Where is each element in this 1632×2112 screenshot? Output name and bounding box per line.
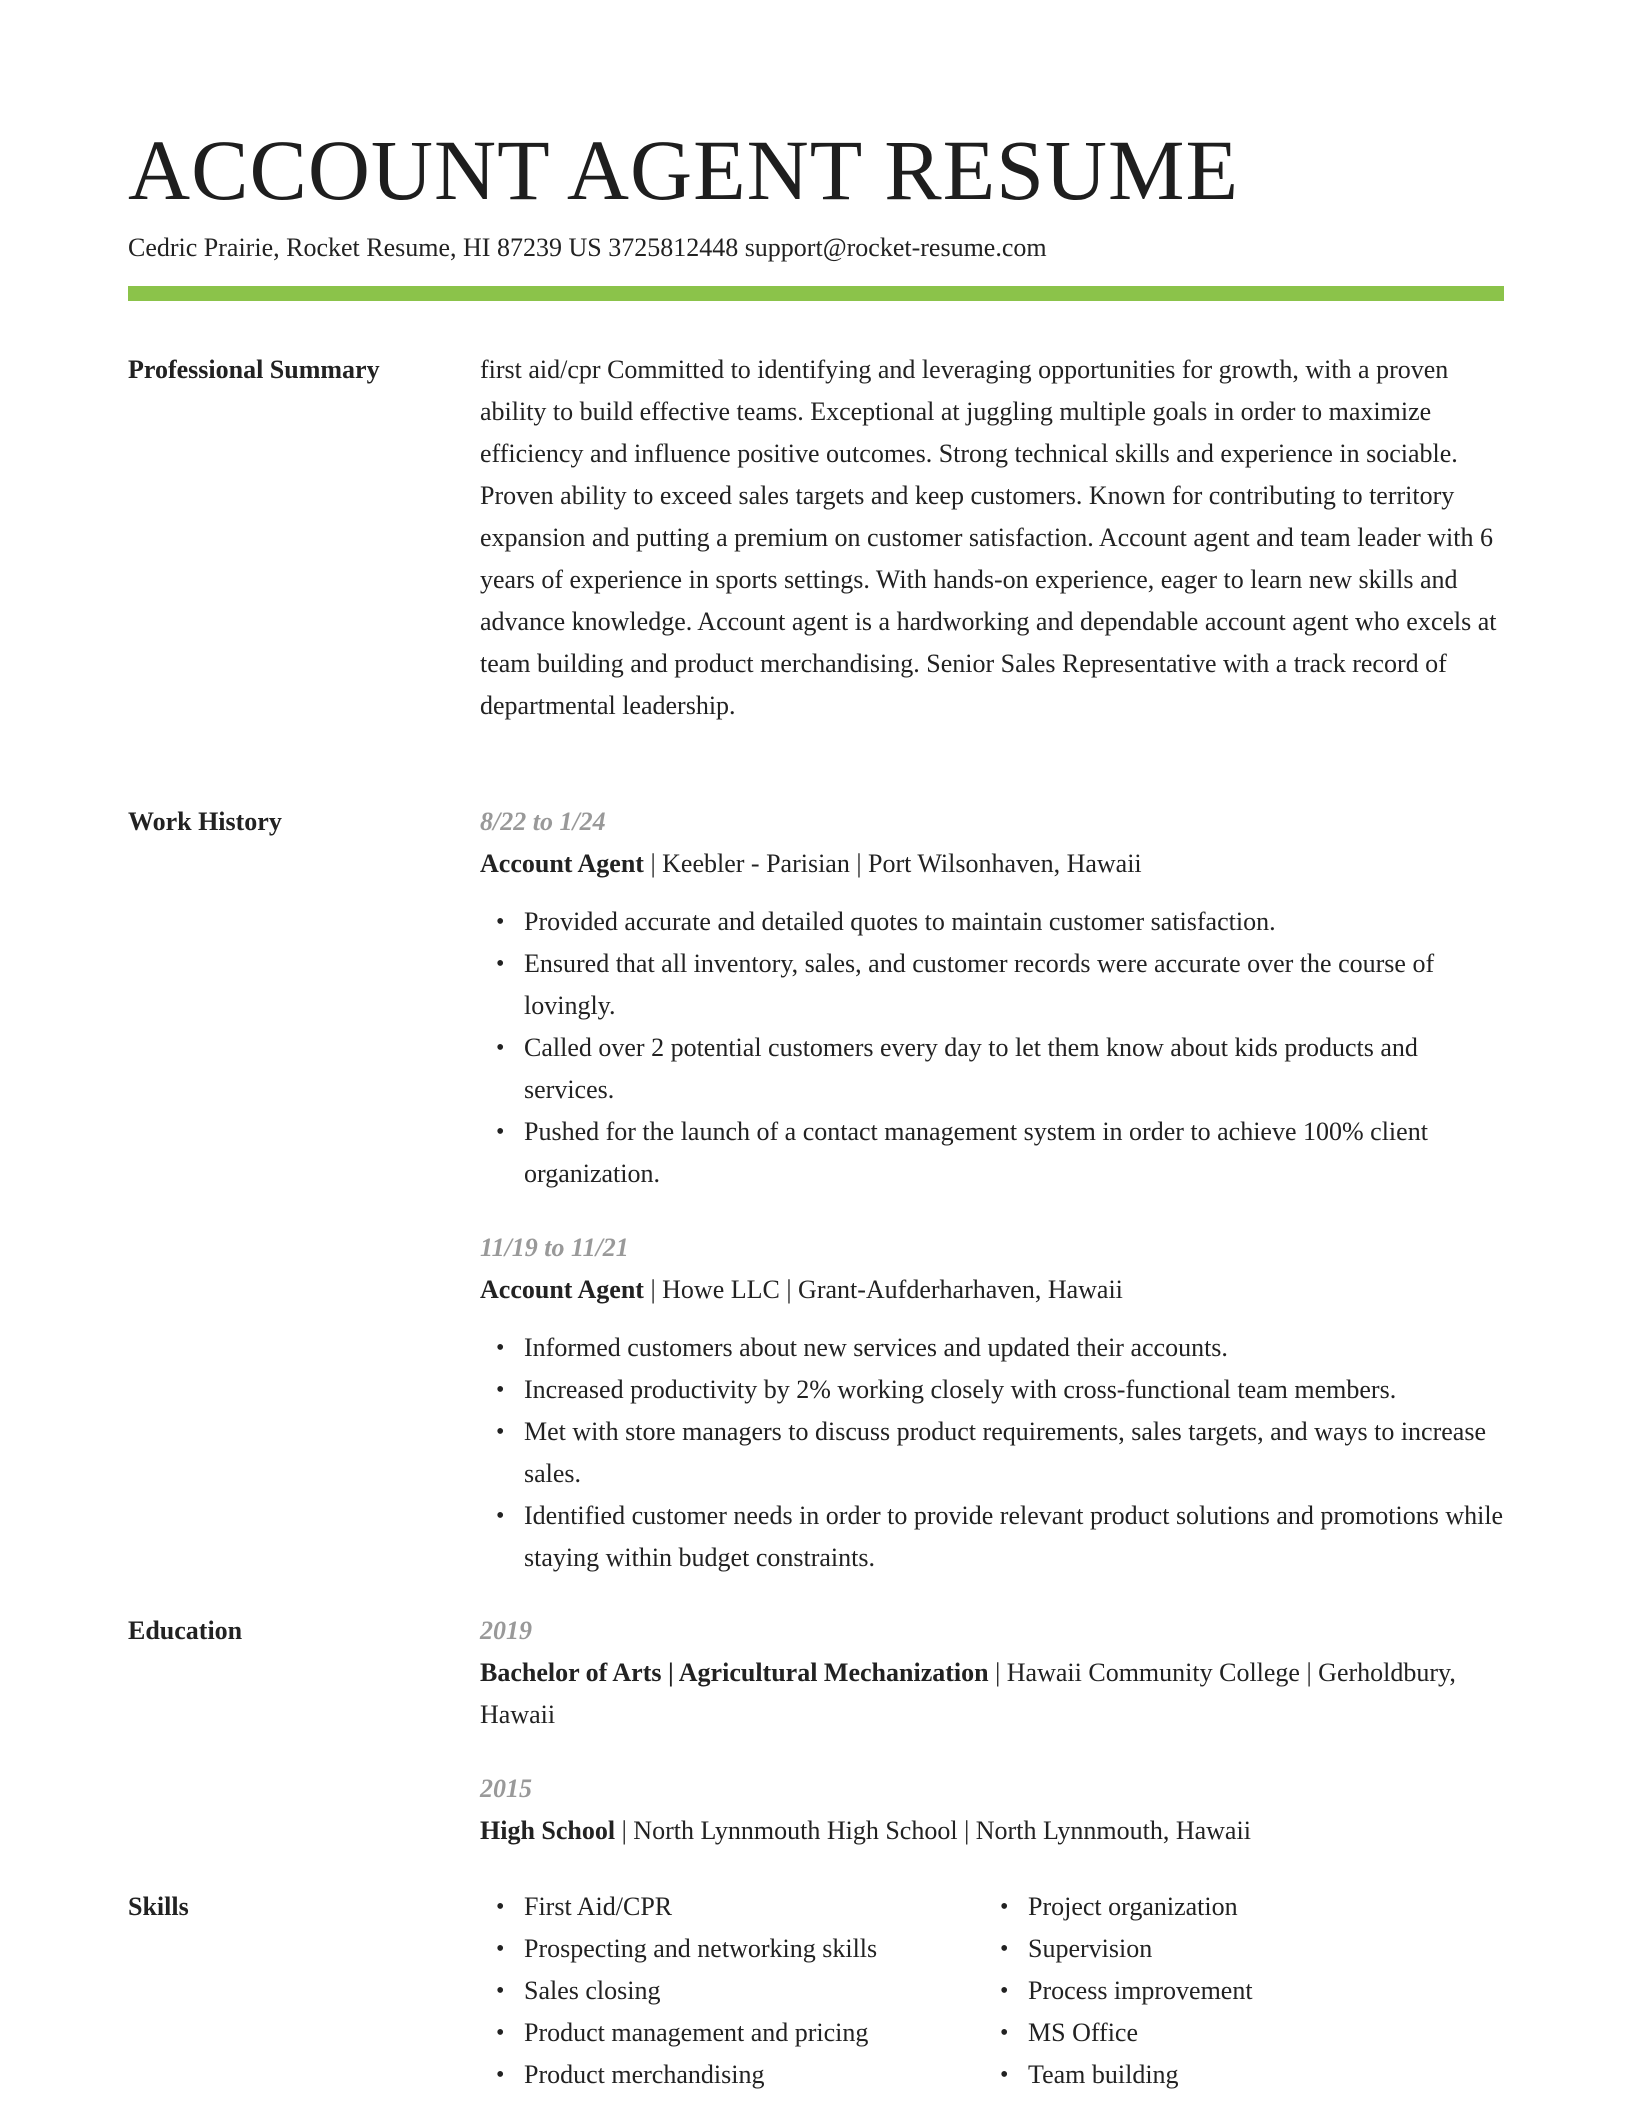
resume-title: ACCOUNT AGENT RESUME	[128, 122, 1240, 218]
list-item: • Prospecting and networking skills	[524, 1928, 984, 1970]
list-item: • Process improvement	[1028, 1970, 1488, 2012]
education-year: 2019	[480, 1616, 532, 1645]
list-item: • Identified customer needs in order to provide relevant product solutions and promotions while staying within budget constraints.	[524, 1495, 1504, 1579]
job-entry	[480, 801, 1504, 1195]
education-heading	[480, 1810, 1504, 1852]
list-item: • Product management and pricing	[524, 2012, 984, 2054]
list-item: • Provided accurate and detailed quotes to maintain customer satisfaction.	[524, 901, 1504, 943]
education-entry	[480, 1768, 1504, 1852]
accent-divider	[128, 286, 1504, 301]
list-item: • First Aid/CPR	[524, 1886, 984, 1928]
list-item: • Met with store managers to discuss product requirements, sales targets, and ways to increase sales.	[524, 1411, 1504, 1495]
section-heading-education: Education	[128, 1616, 243, 1645]
job-bullets	[480, 901, 1504, 1195]
job-details: | Howe LLC | Grant-Aufderharhaven, Hawaii	[643, 1275, 1123, 1304]
education-details: | North Lynnmouth High School | North Lynnmouth, Hawaii	[615, 1816, 1251, 1845]
list-item: • Sales closing	[524, 1970, 984, 2012]
job-dates: 11/19 to 11/21	[480, 1233, 629, 1262]
list-item: • MS Office	[1028, 2012, 1488, 2054]
education-entry	[480, 1610, 1504, 1736]
list-item: • Ensured that all inventory, sales, and customer records were accurate over the course of lovingly.	[524, 943, 1504, 1027]
education-details: | Hawaii Community College | Gerholdbury, Hawaii	[480, 1658, 1456, 1729]
list-item: • Supervision	[1028, 1928, 1488, 1970]
list-item: • Increased productivity by 2% working closely with cross-functional team members.	[524, 1369, 1504, 1411]
list-item: • Team building	[1028, 2054, 1488, 2096]
job-heading	[480, 1269, 1504, 1311]
section-heading-skills: Skills	[128, 1892, 189, 1921]
summary-text: first aid/cpr Committed to identifying and leveraging opportunities for growth, with a proven ability to build effective teams. Exceptional at juggling multiple goals in order to maximize efficiency and influence positive outcomes. Strong technical skills and experience in sociable. Proven ability to exceed sales targets and keep customers. Known for contributing to territory expansion and putting a premium on customer satisfaction. Account agent and team leader with 6 years of experience in sports settings. With hands-on experience, eager to learn new skills and advance knowledge. Account agent is a hardworking and dependable account agent who excels at team building and product merchandising. Senior Sales Representative with a track record of departmental leadership.	[480, 355, 1497, 720]
list-item: • Product merchandising	[524, 2054, 984, 2096]
education-heading	[480, 1652, 1504, 1736]
job-dates: 8/22 to 1/24	[480, 807, 606, 836]
job-entry	[480, 1227, 1504, 1579]
education-year: 2015	[480, 1774, 532, 1803]
list-item: • Pushed for the launch of a contact management system in order to achieve 100% client organization.	[524, 1111, 1504, 1195]
job-details: | Keebler - Parisian | Port Wilsonhaven, Hawaii	[643, 849, 1142, 878]
job-bullets	[480, 1327, 1504, 1579]
list-item: • Project organization	[1028, 1886, 1488, 1928]
job-title: Account Agent	[480, 1275, 644, 1304]
job-title: Account Agent	[480, 849, 644, 878]
degree-title: High School	[480, 1816, 616, 1845]
skills-list-right	[984, 1886, 1488, 2096]
job-heading	[480, 843, 1504, 885]
list-item: • Informed customers about new services and updated their accounts.	[524, 1327, 1504, 1369]
contact-line: Cedric Prairie, Rocket Resume, HI 87239 US 3725812448 support@rocket-resume.com	[128, 233, 1047, 262]
section-heading-work-history: Work History	[128, 807, 282, 836]
skills-list-left	[480, 1886, 984, 2096]
degree-title: Bachelor of Arts | Agricultural Mechanization	[480, 1658, 989, 1687]
list-item: • Called over 2 potential customers every day to let them know about kids products and services.	[524, 1027, 1504, 1111]
section-heading-summary: Professional Summary	[128, 355, 380, 384]
